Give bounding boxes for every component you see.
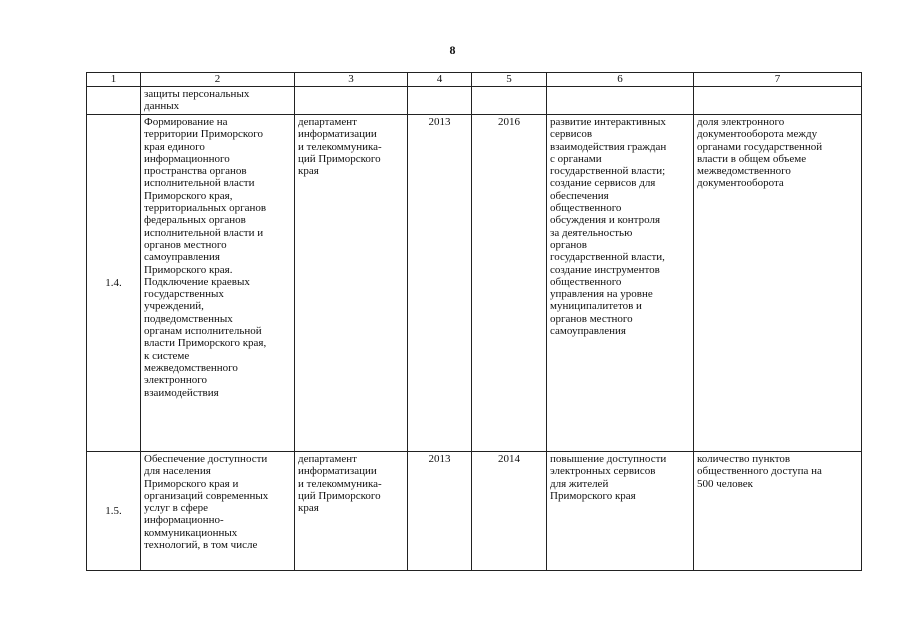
end-year-cell: 2016 — [472, 115, 547, 452]
table-row — [87, 115, 862, 452]
row-number: 1.5. — [87, 452, 141, 571]
indicator-cell — [694, 87, 862, 115]
row-number — [87, 87, 141, 115]
activity-cell: защиты персональных данных — [141, 87, 295, 115]
column-number: 3 — [295, 73, 408, 87]
result-cell: повышение доступности электронных сервисов для жителей Приморского края — [547, 452, 694, 571]
column-number: 2 — [141, 73, 295, 87]
column-number: 5 — [472, 73, 547, 87]
column-number-row — [87, 73, 862, 87]
start-year-cell: 2013 — [408, 452, 472, 571]
column-number: 1 — [87, 73, 141, 87]
start-year-cell — [408, 87, 472, 115]
column-number: 6 — [547, 73, 694, 87]
end-year-cell: 2014 — [472, 452, 547, 571]
page-number: 8 — [449, 43, 456, 57]
program-activities-table — [86, 72, 862, 571]
result-cell — [547, 87, 694, 115]
start-year-cell: 2013 — [408, 115, 472, 452]
executor-cell: департамент информатизации и телекоммуника- ций Приморского края — [295, 452, 408, 571]
executor-cell: департамент информатизации и телекоммуника- ций Приморского края — [295, 115, 408, 452]
activity-cell: Формирование на территории Приморского края единого информационного пространства органов исполнительной власти Приморского края, территориальных органов федеральных органов исполнительной власти и органов местного самоуправления Приморского края. Подключение краевых государственных учреждений, подведомственных органам исполнительной власти Приморского края, к системе межведомственного электронного взаимодействия — [141, 115, 295, 452]
table-row — [87, 87, 862, 115]
result-cell: развитие интерактивных сервисов взаимодействия граждан с органами государственной власти; создание сервисов для обеспечения общественного обсуждения и контроля за деятельностью органов государственной власти, создание инструментов общественного управления на уровне муниципалитетов и органов местного самоуправления — [547, 115, 694, 452]
column-number: 4 — [408, 73, 472, 87]
table-row — [87, 452, 862, 571]
indicator-cell: количество пунктов общественного доступа на 500 человек — [694, 452, 862, 571]
activity-cell: Обеспечение доступности для населения Приморского края и организаций современных услуг в сфере информационно- коммуникационных технологий, в том числе — [141, 452, 295, 571]
indicator-cell: доля электронного документооборота между органами государственной власти в общем объеме межведомственного документооборота — [694, 115, 862, 452]
row-number: 1.4. — [87, 115, 141, 452]
executor-cell — [295, 87, 408, 115]
end-year-cell — [472, 87, 547, 115]
column-number: 7 — [694, 73, 862, 87]
